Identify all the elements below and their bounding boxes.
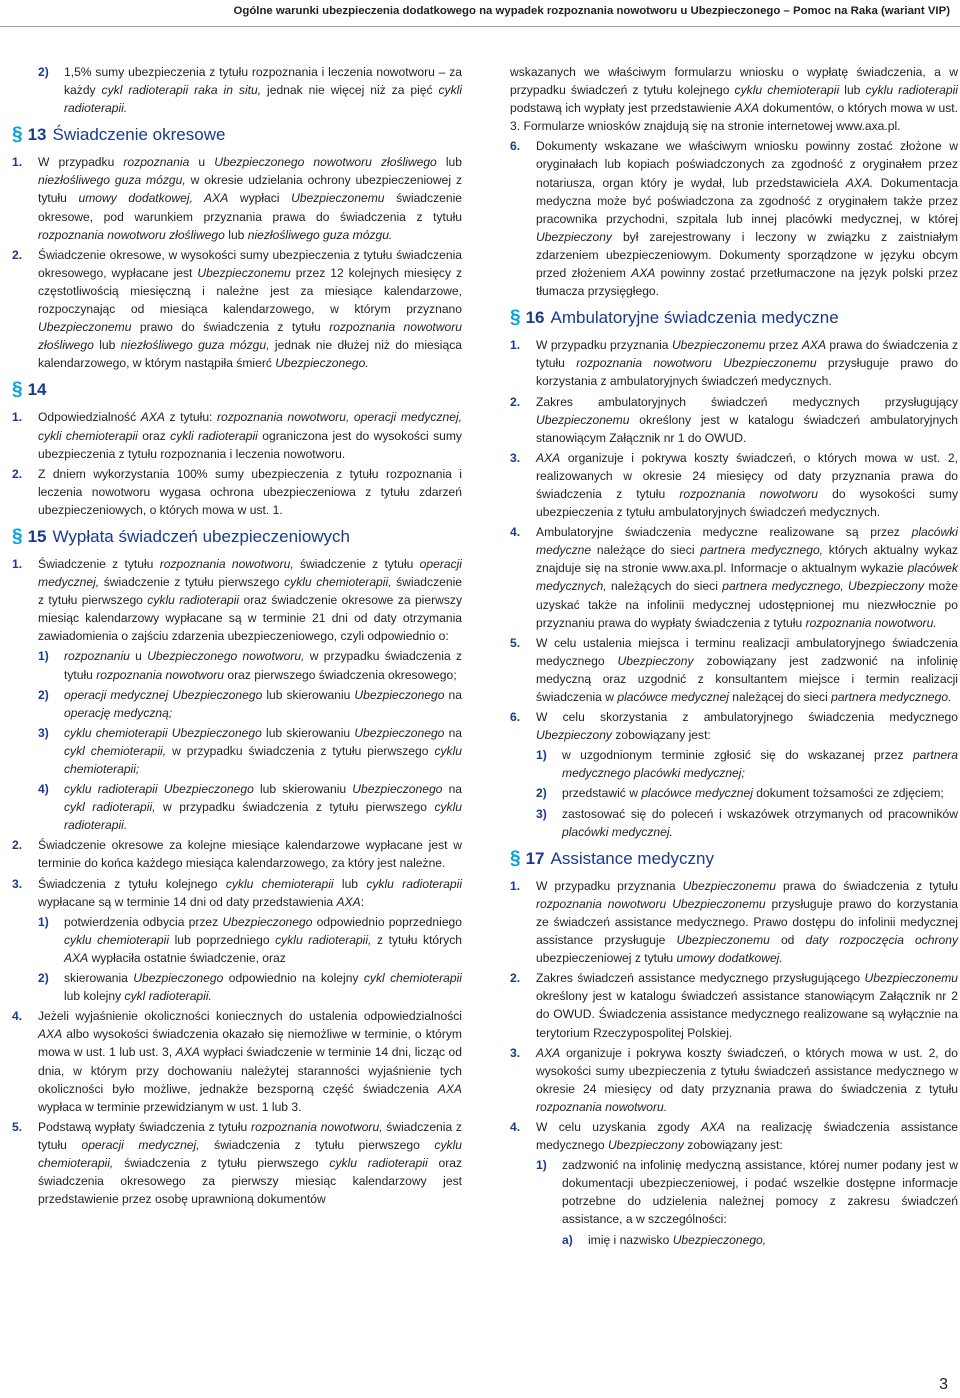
item-text: Dokumenty wskazane we właściwym wniosku powinny zostać złożone w oryginałach lub kopiach poświadczonych za zgodność z oryginałem przez notariusza, organ który je wydał, lub przedstawiciela AXA. Dokumentacja medyczna może być poświadczona za zgodność z oryginałem także przez pracownika przychodni, szpitala lub innej placówki medycznej, w której Ubezpieczony był zarejestrowany i leczony w związku z zaistniałym zdarzeniem ubezpieczeniowym. Dokumenty sporządzone w języku obcym przed złożeniem AXA powinny zostać przetłumaczone na język polski przez tłumacza przysięgłego. [536, 139, 959, 299]
item-text: cyklu radioterapii Ubezpieczonego lub skierowaniu Ubezpieczonego na cykl radioterapii, w przypadku świadczenia z tytułu pierwszego cyklu radioterapii. [64, 782, 463, 833]
item-text: cyklu chemioterapii Ubezpieczonego lub skierowaniu Ubezpieczonego na cykl chemioterapii, w przypadku świadczenia z tytułu pierwszego cyklu chemioterapii; [64, 725, 463, 776]
item-text: W celu skorzystania z ambulatoryjnego świadczenia medycznego Ubezpieczony zobowiązany jest: [536, 710, 958, 743]
paragraph-item [12, 63, 462, 117]
paragraph-item [12, 836, 462, 872]
item-number: 1) [536, 748, 547, 763]
item-number: 4) [38, 782, 49, 797]
item-text: przedstawić w placówce medycznej dokument tożsamości ze zdjęciem; [562, 786, 944, 801]
item-text: W przypadku przyznania Ubezpieczonemu prawa do świadczenia z tytułu rozpoznania nowotworu Ubezpieczonemu przysługuje prawo do korzystania ze świadczeń assistance medycznego. Prawo dostępu do infolinii medycznej assistance przysługuje Ubezpieczonemu od daty rozpoczęcia ochrony ubezpieczeniowej z tytułu umowy dodatkowej. [536, 878, 958, 966]
paragraph-item [510, 1156, 958, 1228]
item-number: 2) [38, 65, 49, 79]
paragraph-item [510, 1044, 958, 1116]
paragraph-item [510, 137, 958, 300]
header-rule [0, 26, 960, 27]
section-title: Ambulatoryjne świadczenia medyczne [550, 308, 839, 328]
paragraph-item [510, 1231, 958, 1249]
section-title: Assistance medyczny [550, 848, 714, 868]
paragraph-item [510, 746, 958, 782]
paragraph-item [510, 784, 958, 802]
section-number: 16 [525, 308, 545, 328]
item-number: 1. [12, 410, 23, 425]
item-number: 3) [38, 725, 49, 740]
left-column [12, 63, 462, 1210]
item-text: operacji medycznej Ubezpieczonego lub skierowaniu Ubezpieczonego na operację medyczną; [64, 687, 462, 720]
item-text: W celu uzyskania zgody AXA na realizację świadczenia assistance medycznego Ubezpieczony zobowiązany jest: [536, 1119, 959, 1153]
paragraph-item [12, 153, 462, 243]
paragraph-item [12, 408, 462, 462]
item-number: 1) [536, 1158, 547, 1173]
item-text: imię i nazwisko Ubezpieczonego, [588, 1232, 767, 1247]
item-number: 3. [510, 450, 521, 465]
item-number: 3) [536, 806, 547, 821]
paragraph-item [12, 875, 462, 911]
section-number: 15 [27, 526, 47, 546]
paragraph-item [510, 969, 958, 1041]
paragraph-item [510, 805, 958, 841]
paragraph-item [12, 686, 462, 722]
item-text: Świadczenie okresowe, w wysokości sumy ubezpieczenia z tytułu świadczenia okresowego, wypłacane jest Ubezpieczonemu przez 12 kolejnych miesięcy z częstotliwością miesięczną i należne jest za miesiące kalendarzowe, rozpoczynając od miesiąca kalendarzowego, w którym przyznano Ubezpieczonemu prawo do świadczenia z tytułu rozpoznania nowotworu złośliwego lub niezłośliwego guza mózgu, jednak nie dłużej niż do miesiąca kalendarzowego, w którym nastąpiła śmierć Ubezpieczonego. [38, 247, 462, 371]
item-number: 5. [510, 635, 521, 650]
item-number: 3. [510, 1045, 521, 1060]
item-text: W przypadku rozpoznania u Ubezpieczonego nowotworu złośliwego lub niezłośliwego guza mózgu, w okresie udzielania ochrony ubezpieczeniowej z tytułu umowy dodatkowej, AXA wypłaci Ubezpieczonemu świadczenie okresowe, pod warunkiem przyznania prawa do świadczenia z tytułu rozpoznania nowotworu złośliwego lub niezłośliwego guza mózgu. [38, 155, 463, 242]
page-number: 3 [939, 1376, 948, 1393]
item-number: 2) [38, 971, 49, 986]
item-text: zadzwonić na infolinię medyczną assistance, której numer podany jest w dokumentacji ubezpieczeniowej, i podać wszelkie dostępne informacje potrzebne do udzielenia należnej pomocy z zakresu świadczeń assistance, a w szczególności: [562, 1158, 958, 1227]
document-title: Ogólne warunki ubezpieczenia dodatkowego na wypadek rozpoznania nowotworu u Ubezpieczonego – Pomoc na Raka (wariant VIP) [233, 5, 950, 17]
item-text: AXA organizuje i pokrywa koszty świadczeń, o których mowa w ust. 2, realizowanych w okresie 24 miesięcy od daty przyznania prawa do świadczenia z tytułu rozpoznania nowotworu do wysokości sumy ubezpieczenia z tytułu ambulatoryjnych świadczeń medycznych. [536, 450, 958, 520]
paragraph-item [510, 449, 958, 521]
paragraph-item [510, 523, 958, 632]
paragraph-item [12, 246, 462, 373]
item-number: 6. [510, 710, 521, 725]
item-text: Zakres świadczeń assistance medycznego przysługującego Ubezpieczonemu określony jest w katalogu świadczeń assistance stanowiącym Załącznik nr 2 do OWUD. Świadczenia assistance medycznego realizowane są wyłącznie na terytorium Rzeczypospolitej Polskiej. [536, 971, 958, 1040]
running-header [0, 0, 960, 28]
item-text: Świadczenie z tytułu rozpoznania nowotworu, świadczenie z tytułu operacji medycznej, świadczenie z tytułu pierwszego cyklu chemioterapii, świadczenie z tytułu pierwszego cyklu radioterapii oraz świadczenie okresowe za pierwszy miesiąc kalendarzowy wypłacane są w terminie 21 dni od daty otrzymania zawiadomienia o zajściu zdarzenia ubezpieczeniowego, czyli odpowiednio o: [38, 556, 462, 644]
paragraph-item [12, 724, 462, 778]
item-text: Jeżeli wyjaśnienie okoliczności koniecznych do ustalenia odpowiedzialności AXA albo wysokości świadczenia okazało się niemożliwe w terminie, o którym mowa w ust. 1 lub ust. 3, AXA wypłaci świadczenie w terminie 14 dni, licząc od dnia, w którym przy dochowaniu należytej staranności wyjaśnienie tych okoliczności było możliwe, jednakże bezsporną część świadczenia AXA wypłaca w terminie przewidzianym w ust. 1 lub 3. [38, 1009, 462, 1114]
item-number: 2. [12, 466, 23, 481]
section-heading [12, 526, 462, 548]
item-number: 4. [510, 1119, 521, 1134]
item-text: Zakres ambulatoryjnych świadczeń medycznych przysługujący Ubezpieczonemu określony jest w katalogu świadczeń ambulatoryjnych stanowiącym Załącznik nr 1 do OWUD. [536, 394, 958, 445]
item-number: 1. [12, 155, 23, 170]
paragraph-item [510, 1118, 958, 1154]
paragraph-item [12, 465, 462, 519]
paragraph-item [12, 555, 462, 645]
item-number: 1. [12, 556, 23, 571]
section-heading [12, 124, 462, 146]
item-text: potwierdzenia odbycia przez Ubezpieczonego odpowiednio poprzedniego cyklu chemioterapii lub poprzedniego cyklu radioterapii, z tytułu których AXA wypłaciła ostatnie świadczenie, oraz [64, 914, 463, 965]
item-number: 5. [12, 1119, 23, 1134]
item-number: 2. [12, 247, 23, 262]
paragraph-item [510, 393, 958, 447]
item-text: Ambulatoryjne świadczenia medyczne realizowane są przez placówki medyczne należące do sieci partnera medycznego, których aktualny wykaz znajduje się na stronie www.axa.pl. Informacje o aktualnym wykazie placówek medycznych, należących do sieci partnera medycznego, Ubezpieczony może uzyskać także na infolinii medycznej udostępnionej mu niezwłocznie po przyznaniu prawa do wypłaty świadczenia z tytułu rozpoznania nowotworu. [536, 525, 958, 630]
section-heading [12, 379, 462, 401]
paragraph-item [12, 913, 462, 967]
paragraph-item [510, 634, 958, 706]
item-number: 2. [510, 971, 521, 986]
section-heading [510, 307, 958, 329]
section-sign: § [12, 379, 23, 401]
item-text: skierowania Ubezpieczonego odpowiednio na kolejny cykl chemioterapii lub kolejny cykl radioterapii. [64, 971, 462, 1004]
paragraph-item [510, 63, 958, 135]
item-text: W celu ustalenia miejsca i terminu realizacji ambulatoryjnego świadczenia medycznego Ubezpieczony zobowiązany jest zadzwonić na infolinię medyczną oraz uzgodnić z konsultantem miejsce i termin realizacji świadczenia w placówce medycznej należącej do sieci partnera medycznego. [536, 635, 959, 704]
item-text: wskazanych we właściwym formularzu wniosku o wypłatę świadczenia, a w przypadku świadczeń z tytułu kolejnego cyklu chemioterapii lub cyklu radioterapii podstawą ich wypłaty jest przedstawienie AXA dokumentów, o których mowa w ust. 3. Formularze wniosków znajdują się na stronie internetowej www.axa.pl. [510, 65, 958, 134]
item-text: Świadczenia z tytułu kolejnego cyklu chemioterapii lub cyklu radioterapii wypłacane są w terminie 14 dni od daty przedstawienia AXA: [38, 876, 463, 909]
section-sign: § [510, 307, 521, 329]
item-number: 1. [510, 338, 521, 353]
section-sign: § [12, 124, 23, 146]
item-number: 1) [38, 649, 49, 664]
section-heading [510, 848, 958, 870]
section-number: 17 [525, 848, 545, 868]
item-number: 3. [12, 876, 23, 891]
item-number: 1. [510, 878, 521, 893]
paragraph-item [510, 877, 958, 967]
paragraph-item [12, 1118, 462, 1208]
item-number: 1) [38, 914, 49, 929]
item-number: 2. [12, 838, 23, 853]
item-text: 1,5% sumy ubezpieczenia z tytułu rozpoznania i leczenia nowotworu – za każdy cykl radioterapii raka in situ, jednak nie więcej niż za pięć cykli radioterapii. [64, 65, 463, 116]
paragraph-item [12, 1007, 462, 1116]
section-title: Świadczenie okresowe [52, 125, 226, 145]
item-text: Z dniem wykorzystania 100% sumy ubezpieczenia z tytułu rozpoznania i leczenia nowotworu wygasa ochrona ubezpieczeniowa z tytułu zdarzeń ubezpieczeniowych, o których mowa w ust. 1. [38, 466, 462, 517]
item-text: Odpowiedzialność AXA z tytułu: rozpoznania nowotworu, operacji medycznej, cykli chemioterapii oraz cykli radioterapii ograniczona jest do wysokości sumy ubezpieczenia z tytułu rozpoznania i leczenia nowotworu. [38, 410, 462, 461]
paragraph-item [12, 647, 462, 683]
paragraph-item [510, 336, 958, 390]
paragraph-item [510, 708, 958, 744]
item-text: Świadczenie okresowe za kolejne miesiące kalendarzowe wypłacane jest w terminie do końca każdego miesiąca kalendarzowego, za który jest należne. [38, 838, 462, 871]
paragraph-item [12, 969, 462, 1005]
item-number: 2) [536, 786, 547, 801]
section-title: Wypłata świadczeń ubezpieczeniowych [52, 526, 350, 546]
item-text: W przypadku przyznania Ubezpieczonemu przez AXA prawa do świadczenia z tytułu rozpoznania nowotworu Ubezpieczonemu przysługuje prawo do korzystania z ambulatoryjnych świadczeń medycznych. [536, 338, 958, 389]
item-number: 4. [510, 525, 521, 540]
item-number: 4. [12, 1009, 23, 1024]
item-text: rozpoznaniu u Ubezpieczonego nowotworu, w przypadku świadczenia z tytułu rozpoznania nowotworu oraz pierwszego świadczenia okresowego; [64, 649, 462, 682]
section-sign: § [12, 525, 23, 547]
item-number: a) [562, 1232, 573, 1247]
item-text: Podstawą wypłaty świadczenia z tytułu rozpoznania nowotworu, świadczenia z tytułu operacji medycznej, świadczenia z tytułu pierwszego cyklu chemioterapii, świadczenia z tytułu pierwszego cyklu radioterapii oraz świadczenia okresowego za pierwszy miesiąc kalendarzowy jest przedstawienie przez osobę uprawnioną dokumentów [38, 1119, 462, 1207]
item-number: 2. [510, 394, 521, 409]
item-number: 6. [510, 139, 521, 154]
section-number: 14 [27, 380, 47, 400]
section-sign: § [510, 847, 521, 869]
paragraph-item [12, 780, 462, 834]
item-number: 2) [38, 687, 49, 702]
right-column [510, 63, 958, 1251]
section-number: 13 [27, 125, 47, 145]
item-text: AXA organizuje i pokrywa koszty świadczeń, o których mowa w ust. 2, do wysokości sumy ubezpieczenia z tytułu świadczeń assistance medycznego w okresie 24 miesięcy od daty przyznania prawa do świadczenia z tytułu rozpoznania nowotworu. [536, 1045, 958, 1114]
item-text: w uzgodnionym terminie zgłosić się do wskazanej przez partnera medycznego placówki medycznej; [562, 748, 958, 781]
item-text: zastosować się do poleceń i wskazówek otrzymanych od pracowników placówki medycznej. [562, 806, 958, 839]
